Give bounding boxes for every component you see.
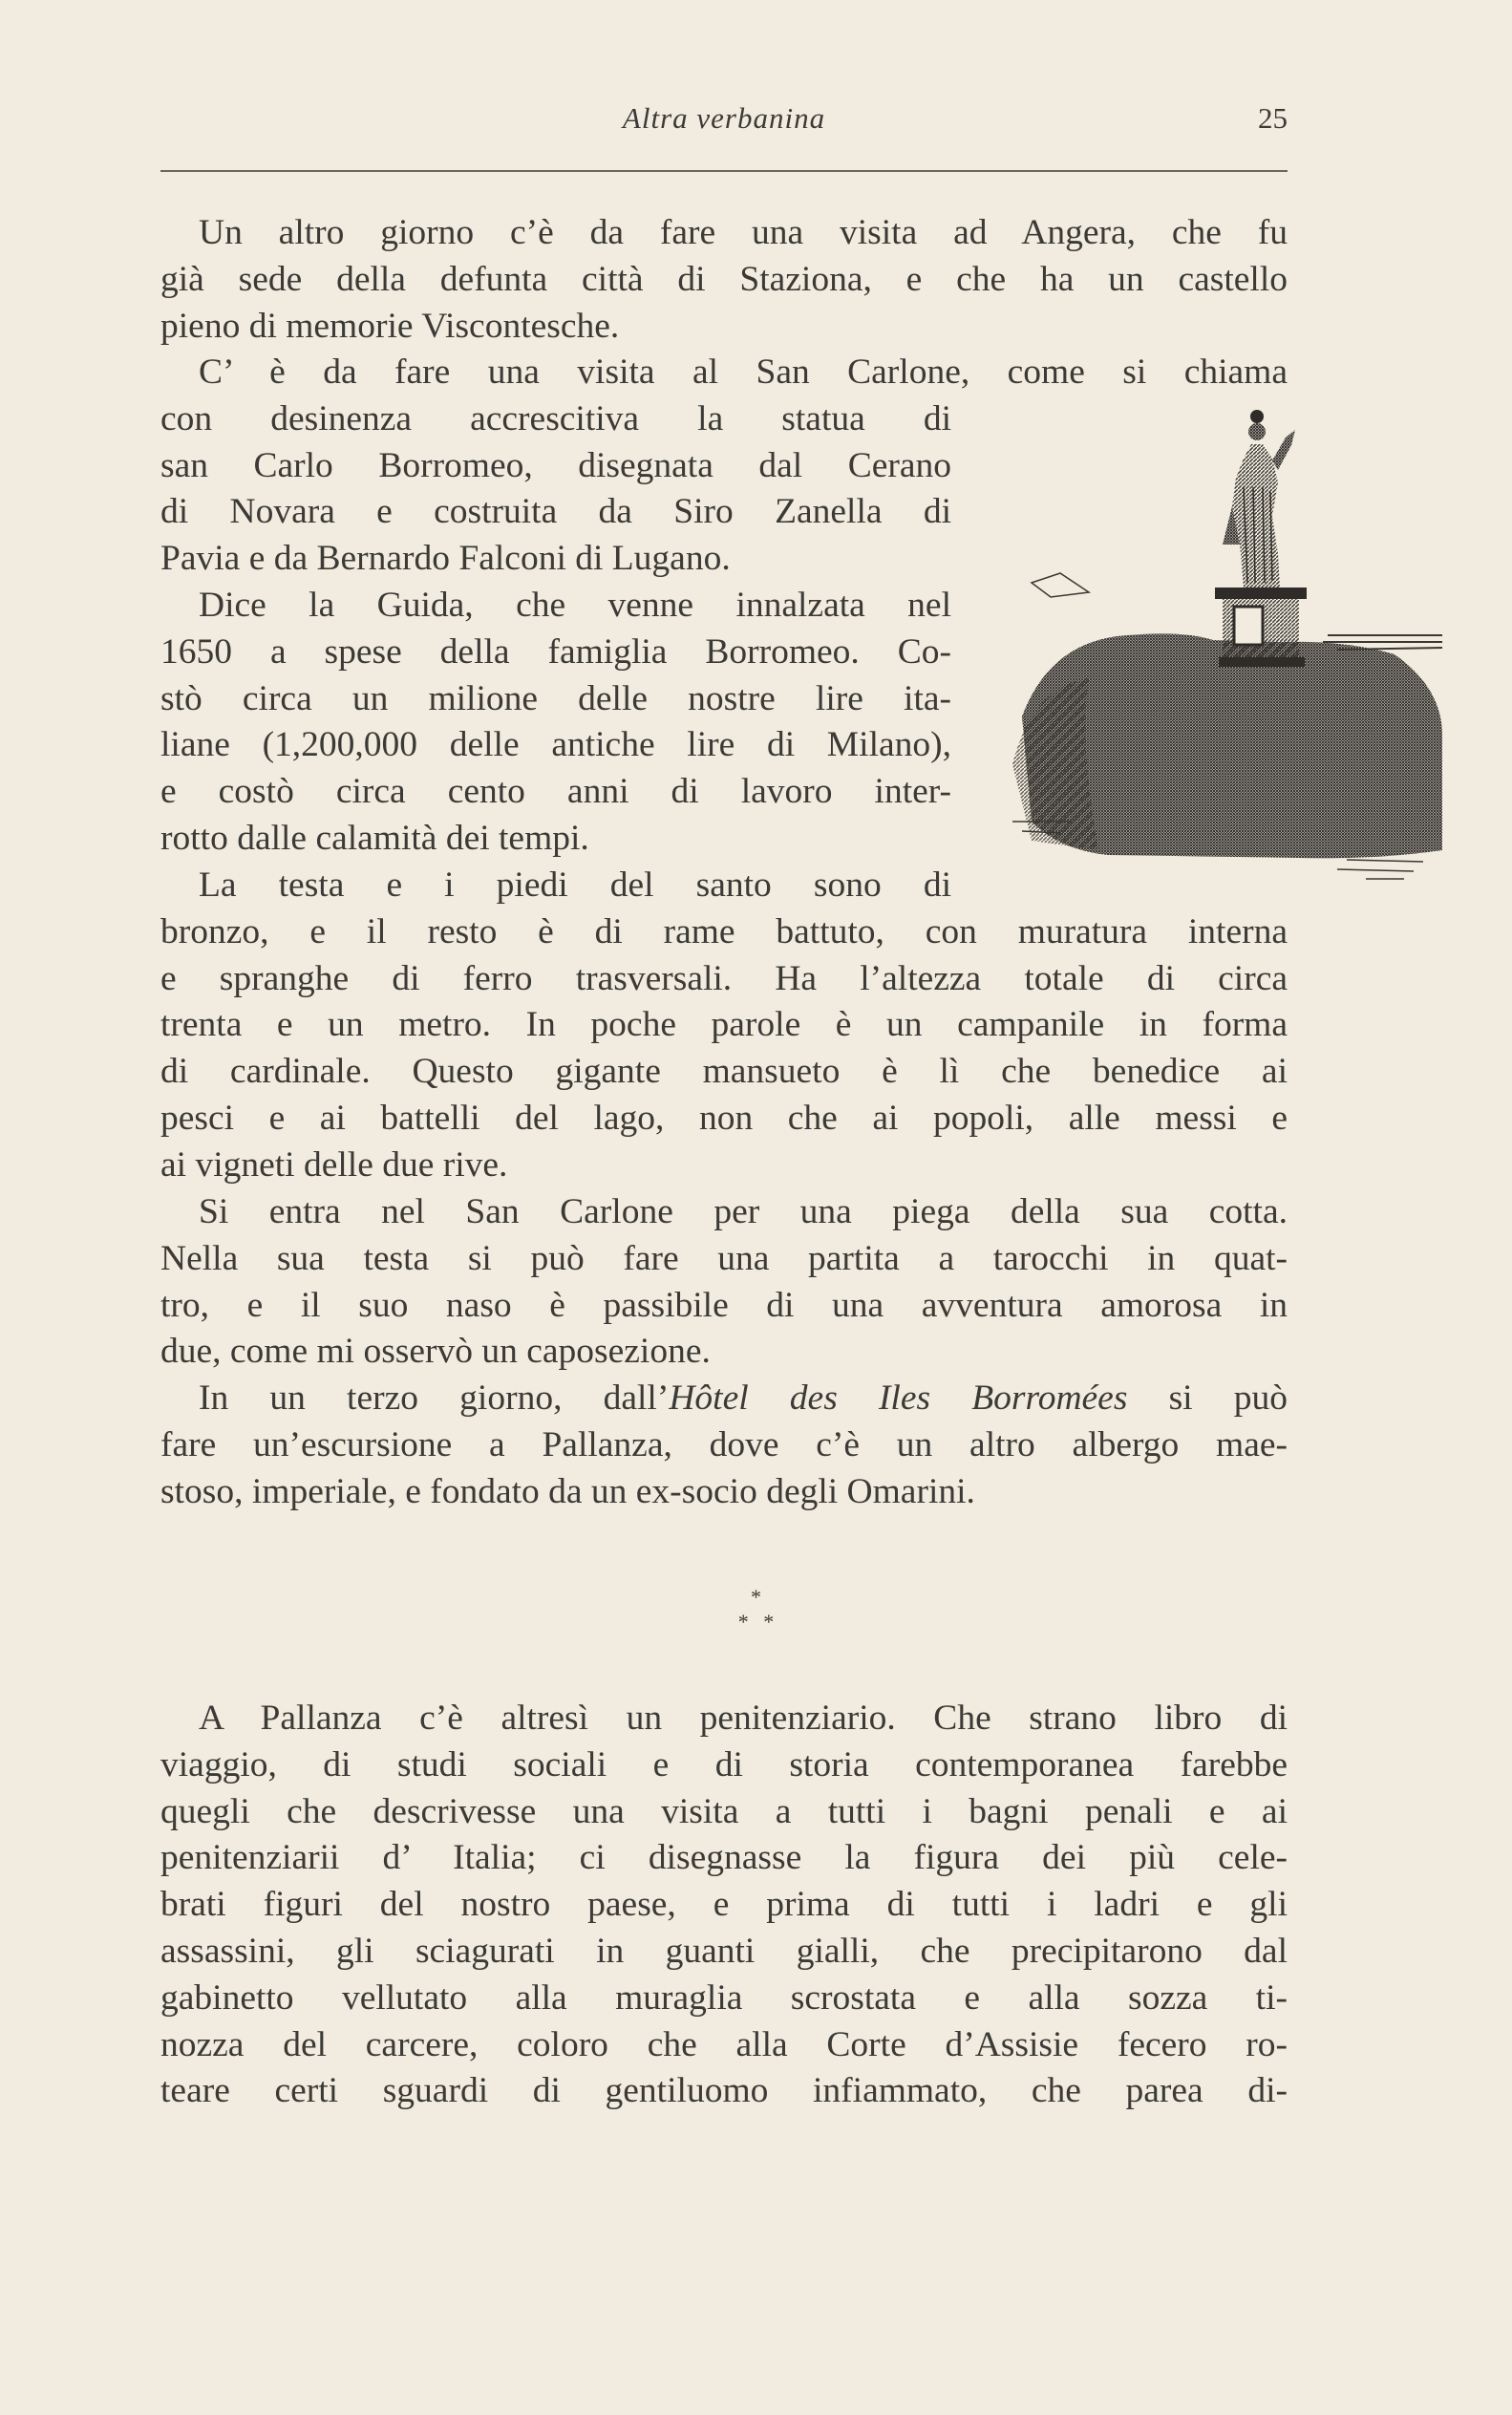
text-line: fare un’escursione a Pallanza, dove c’è un altro albergo mae- xyxy=(160,1424,1288,1464)
text-run: In un terzo giorno, dall’ xyxy=(199,1378,670,1418)
header-rule xyxy=(160,170,1288,172)
text-line: teare certi sguardi di gentiluomo infiammato, che parea di- xyxy=(160,2071,1288,2111)
text-line: Dice la Guida, che venne innalzata nel xyxy=(199,586,951,625)
text-line: e spranghe di ferro trasversali. Ha l’altezza totale di circa xyxy=(160,958,1288,998)
text-line: tro, e il suo naso è passibile di una avventura amorosa in xyxy=(160,1285,1288,1325)
text-line: C’ è da fare una visita al San Carlone, come si chiama xyxy=(199,353,1288,392)
text-line: La testa e i piedi del santo sono di xyxy=(199,866,951,905)
san-carlone-statue-engraving xyxy=(993,401,1452,898)
text-line: 1650 a spese della famiglia Borromeo. Co- xyxy=(160,631,951,672)
text-line: pieno di memorie Viscontesche. xyxy=(160,306,620,346)
paragraph-pallanza-hotel xyxy=(160,1376,1288,1515)
text-line: già sede della defunta città di Staziona, e che ha un castello xyxy=(160,259,1288,299)
text-run: si può xyxy=(1127,1378,1288,1418)
text-line: A Pallanza c’è altresì un penitenziario. Che strano libro di xyxy=(199,1699,1288,1738)
text-line: viaggio, di studi sociali e di storia contemporanea farebbe xyxy=(160,1744,1288,1785)
text-line: penitenziarii d’ Italia; ci disegnasse la figura dei più cele- xyxy=(160,1838,1288,1878)
paragraph-cotta xyxy=(160,1189,1288,1376)
text-line: di Novara e costruita da Siro Zanella di xyxy=(160,492,951,532)
text-line: e costò circa cento anni di lavoro inter- xyxy=(160,772,951,812)
text-line xyxy=(160,1376,1288,1422)
section-ornament-top: * xyxy=(751,1585,761,1609)
hotel-name-italic: Hôtel des Iles Borromées xyxy=(669,1378,1128,1418)
page-number: 25 xyxy=(1258,101,1288,135)
text-line: Nella sua testa si può fare una partita a tarocchi in quat- xyxy=(160,1238,1288,1278)
text-line: due, come mi osservò un caposezione. xyxy=(160,1332,711,1372)
text-line: pesci e ai battelli del lago, non che ai popoli, alle messi e xyxy=(160,1098,1288,1138)
text-line: Un altro giorno c’è da fare una visita ad Angera, che fu xyxy=(199,213,1288,252)
text-line: rotto dalle calamità dei tempi. xyxy=(160,818,589,858)
text-line: brati figuri del nostro paese, e prima di tutti i ladri e gli xyxy=(160,1885,1288,1925)
text-line: quegli che descrivesse una visita a tutti i bagni penali e ai xyxy=(160,1791,1288,1831)
text-line: con desinenza accrescitiva la statua di xyxy=(160,398,951,438)
text-line: Pavia e da Bernardo Falconi di Lugano. xyxy=(160,539,731,579)
paragraph-angera xyxy=(160,210,1288,350)
running-head xyxy=(160,97,1288,145)
running-title: Altra verbanina xyxy=(622,101,826,135)
section-ornament-bottom: * * xyxy=(737,1610,775,1634)
text-line: liane (1,200,000 delle antiche lire di Milano), xyxy=(160,725,951,765)
text-line: gabinetto vellutato alla muraglia scrostata e alla sozza ti- xyxy=(160,1977,1288,2018)
text-line: stoso, imperiale, e fondato da un ex-socio degli Omarini. xyxy=(160,1471,975,1511)
text-line: nozza del carcere, coloro che alla Corte d’Assisie fecero ro- xyxy=(160,2024,1288,2064)
text-line: di cardinale. Questo gigante mansueto è lì che benedice ai xyxy=(160,1052,1288,1092)
text-line: Si entra nel San Carlone per una piega della sua cotta. xyxy=(199,1192,1288,1231)
paragraph-bronzo xyxy=(160,863,1288,1189)
text-line: trenta e un metro. In poche parole è un campanile in forma xyxy=(160,1005,1288,1045)
text-line: san Carlo Borromeo, disegnata dal Cerano xyxy=(160,445,951,485)
text-line: ai vigneti delle due rive. xyxy=(160,1144,508,1185)
statue-illustration-icon xyxy=(993,401,1452,898)
text-line: stò circa un milione delle nostre lire ita- xyxy=(160,678,951,718)
paragraph-penitenziario xyxy=(160,1696,1288,2115)
text-line: assassini, gli sciagurati in guanti gialli, che precipitarono dal xyxy=(160,1931,1288,1971)
text-line: bronzo, e il resto è di rame battuto, con muratura interna xyxy=(160,911,1288,951)
